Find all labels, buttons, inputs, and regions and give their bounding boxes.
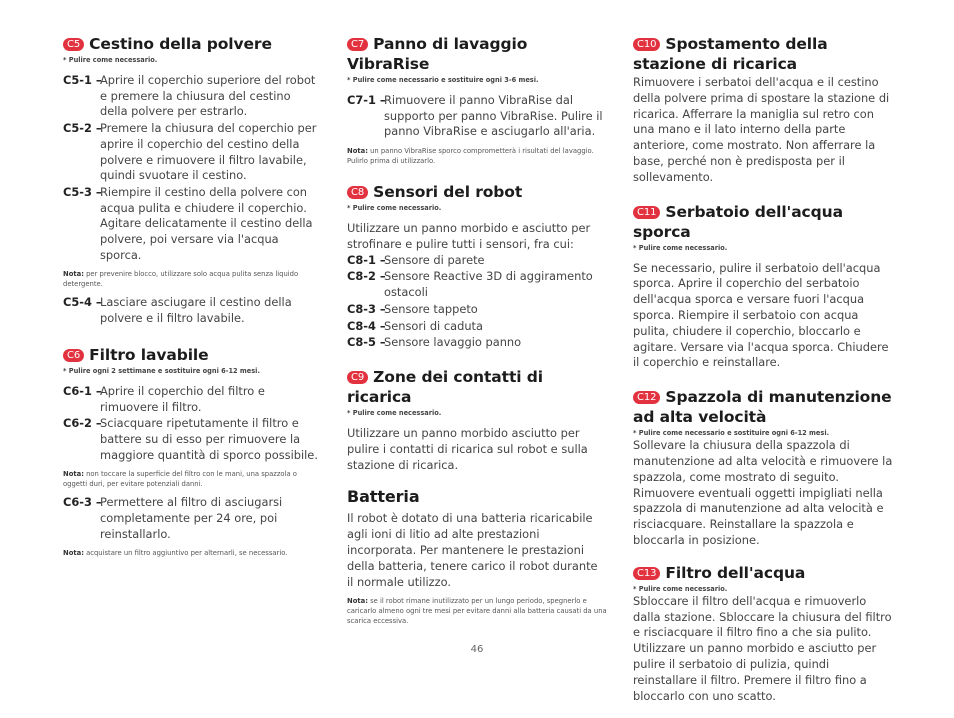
step-label: C5-3 –	[63, 184, 102, 199]
step-c8-1	[347, 253, 607, 269]
section-c12	[633, 387, 895, 549]
footnote-text: per prevenire blocco, utilizzare solo acqua pulita senza liquido detergente.	[63, 270, 299, 289]
footnote	[347, 596, 607, 626]
step-c8-4	[347, 319, 607, 335]
maintenance-note: * Pulire come necessario.	[63, 56, 158, 64]
badge-c10: C10	[633, 38, 660, 51]
footnote-label: Nota:	[63, 470, 84, 479]
section-text: Rimuovere i serbatoi dell'acqua e il cestino della polvere prima di spostare la stazione di ricarica. Afferrare la maniglia sul retro con una mano e il lato interno della parte anteriore, come mostrato. Non afferrare la base, perché non è predisposta per il sollevamento.	[633, 75, 890, 184]
footnote-label: Nota:	[347, 597, 368, 606]
section-c11	[633, 202, 895, 372]
step-text: Rimuovere il panno VibraRise dal supporto per panno VibraRise. Pulire il panno VibraRise e asciugarlo all'aria.	[384, 93, 603, 139]
badge-c6: C6	[63, 349, 84, 362]
section-title-c7	[347, 34, 607, 74]
maintenance-note: * Pulire come necessario.	[633, 584, 728, 593]
footnote	[63, 269, 318, 289]
badge-c11: C11	[633, 206, 660, 219]
footnote	[63, 469, 318, 489]
section-text: Se necessario, pulire il serbatoio dell'acqua sporca. Aprire il coperchio del serbatoio dell'acqua sporca e versare fuori l'acqua sporca. Riempire il serbatoio con acqua pulita, chiudere il coperchio, bloccarlo e agitare. Versare via l'acqua sporca. Chiudere il coperchio e reinstallare.	[633, 260, 889, 370]
step-list	[63, 73, 318, 263]
badge-c12: C12	[633, 391, 660, 404]
section-batteria	[347, 487, 607, 626]
title-text: Panno di lavaggio VibraRise	[347, 35, 528, 73]
step-list	[63, 495, 318, 542]
section-c10	[633, 34, 895, 186]
step-label: C8-5 –	[347, 335, 386, 350]
section-text: Utilizzare un panno morbido asciutto per pulire i contatti di ricarica sul robot e sulla stazione di ricarica.	[347, 425, 588, 472]
step-label: C8-2 –	[347, 269, 386, 284]
step-text: Sensore di parete	[384, 252, 485, 267]
maintenance-note: * Pulire come necessario e sostituire ogni 6-12 mesi.	[633, 429, 830, 438]
step-c5-1	[63, 73, 318, 120]
column-right	[633, 34, 895, 718]
footnote-text: un panno VibraRise sporco comprometterà i risultati del lavaggio. Pulirlo prima di utilizzarlo.	[347, 147, 594, 166]
title-text: Zone dei contatti di ricarica	[347, 367, 543, 406]
badge-c5: C5	[63, 38, 84, 51]
section-title-c12	[633, 387, 895, 427]
step-list	[347, 93, 607, 140]
section-intro: Utilizzare un panno morbido e asciutto per strofinare e pulire tutti i sensori, fra cui:	[347, 221, 591, 251]
step-c6-1	[63, 384, 318, 415]
title-text: Serbatoio dell'acqua sporca	[633, 202, 843, 241]
step-c5-3	[63, 185, 318, 264]
footnote-label: Nota:	[347, 147, 368, 156]
step-label: C5-2 –	[63, 121, 102, 136]
maintenance-note: * Pulire come necessario e sostituire ogni 3-6 mesi.	[347, 76, 539, 84]
step-list	[63, 384, 318, 464]
step-text: Aprire il coperchio superiore del robot e premere la chiusura del cestino della polvere per estrarlo.	[100, 73, 316, 119]
step-text: Lasciare asciugare il cestino della polvere e il filtro lavabile.	[100, 295, 292, 326]
badge-c8: C8	[347, 186, 368, 199]
section-title-batteria: Batteria	[347, 487, 420, 507]
step-c5-2	[63, 121, 318, 184]
title-text: Spazzola di manutenzione ad alta velocità	[633, 388, 892, 427]
badge-c7: C7	[347, 38, 368, 51]
step-text: Permettere al filtro di asciugarsi completamente per 24 ore, poi reinstallarlo.	[100, 495, 283, 541]
step-label: C5-4 –	[63, 295, 102, 310]
step-list	[63, 295, 318, 326]
step-c6-3	[63, 495, 318, 542]
title-text: Sensori del robot	[373, 183, 523, 202]
section-c7	[347, 34, 607, 166]
section-text: Sollevare la chiusura della spazzola di manutenzione ad alta velocità e rimuovere la spazzola, come mostrato di seguito. Rimuovere eventuali oggetti impigliati nella spazzola di manutenzione ad alta velocità e risciacquare. Reinstallare la spazzola e bloccarla in posizione.	[633, 438, 893, 547]
footnote	[347, 146, 607, 166]
maintenance-note: * Pulire come necessario.	[633, 243, 728, 252]
footnote-text: acquistare un filtro aggiuntivo per alternarli, se necessario.	[83, 549, 288, 558]
step-label: C5-1 –	[63, 73, 102, 87]
step-label: C8-3 –	[347, 301, 386, 316]
step-text: Sensore lavaggio panno	[384, 335, 522, 350]
section-title-c6	[63, 345, 318, 365]
section-title-c11	[633, 202, 895, 242]
section-title-c9	[347, 367, 607, 407]
step-c8-3	[347, 302, 607, 318]
step-c8-5	[347, 335, 607, 351]
title-text: Spostamento della stazione di ricarica	[633, 35, 828, 73]
section-text: Il robot è dotato di una batteria ricaricabile agli ioni di litio ad alte prestazioni incorporata. Per mantenere le prestazioni della batteria, tenere carico il robot durante il normale utilizzo.	[347, 511, 598, 589]
step-text: Premere la chiusura del coperchio per aprire il coperchio del cestino della polvere e rimuovere il filtro lavabile, quindi svuotare il cestino.	[100, 121, 317, 183]
footnote-text: non toccare la superficie del filtro con le mani, una spazzola o oggetti duri, per evitare potenziali danni.	[63, 470, 297, 489]
footnote-label: Nota:	[63, 549, 84, 558]
step-label: C8-1 –	[347, 252, 386, 267]
step-c7-1	[347, 93, 607, 140]
step-label: C7-1 –	[347, 93, 386, 107]
title-text: Filtro lavabile	[89, 345, 209, 364]
step-label: C8-4 –	[347, 318, 386, 333]
footnote	[63, 548, 318, 558]
maintenance-note: * Pulire come necessario.	[347, 408, 442, 417]
footnote-label: Nota:	[63, 270, 84, 279]
step-label: C6-1 –	[63, 383, 102, 398]
maintenance-note: * Pulire come necessario.	[347, 204, 442, 213]
step-text: Sensore Reactive 3D di aggiramento ostacoli	[384, 269, 593, 300]
step-text: Sensore tappeto	[384, 301, 478, 316]
section-title-c10	[633, 34, 895, 74]
section-c6	[63, 345, 318, 559]
step-text: Sensori di caduta	[384, 318, 483, 333]
step-c8-2	[347, 269, 607, 300]
page-number: 46	[470, 644, 484, 655]
step-text: Riempire il cestino della polvere con acqua pulita e chiudere il coperchio. Agitare delicatamente il cestino della polvere, poi versare via l'acqua sporca.	[100, 184, 313, 262]
step-c6-2	[63, 416, 318, 463]
column-left	[63, 34, 318, 572]
section-c9	[347, 367, 607, 473]
section-c8	[347, 182, 607, 351]
badge-c9: C9	[347, 371, 368, 384]
step-text: Aprire il coperchio del filtro e rimuovere il filtro.	[100, 383, 265, 414]
maintenance-note: * Pulire ogni 2 settimane e sostituire ogni 6-12 mesi.	[63, 366, 260, 375]
step-list	[347, 253, 607, 351]
section-text: Sbloccare il filtro dell'acqua e rimuoverlo dalla stazione. Sbloccare la chiusura del filtro e risciacquare il filtro fino a che sia pulito. Utilizzare un panno morbido e asciutto per pulire il serbatoio di pulizia, quindi reinstallare il filtro. Premere il filtro fino a bloccarlo con uno scatto.	[633, 593, 892, 703]
step-c5-4	[63, 295, 318, 326]
column-middle	[347, 34, 607, 640]
title-text: Cestino della polvere	[89, 35, 272, 53]
section-title-c8	[347, 182, 607, 202]
step-label: C6-2 –	[63, 416, 102, 431]
section-title-c5	[63, 34, 318, 54]
badge-c13: C13	[633, 567, 660, 580]
step-label: C6-3 –	[63, 495, 102, 510]
step-text: Sciacquare ripetutamente il filtro e battere su di esso per rimuovere la maggiore quantità di sporco possibile.	[100, 416, 318, 462]
section-title-c13	[633, 563, 895, 583]
title-text: Filtro dell'acqua	[665, 563, 806, 582]
footnote-text: se il robot rimane inutilizzato per un lungo periodo, spegnerlo e caricarlo almeno ogni tre mesi per evitare danni alla batteria causati da una scarica eccessiva.	[347, 597, 607, 626]
section-c13	[633, 563, 895, 705]
section-c5	[63, 34, 318, 327]
